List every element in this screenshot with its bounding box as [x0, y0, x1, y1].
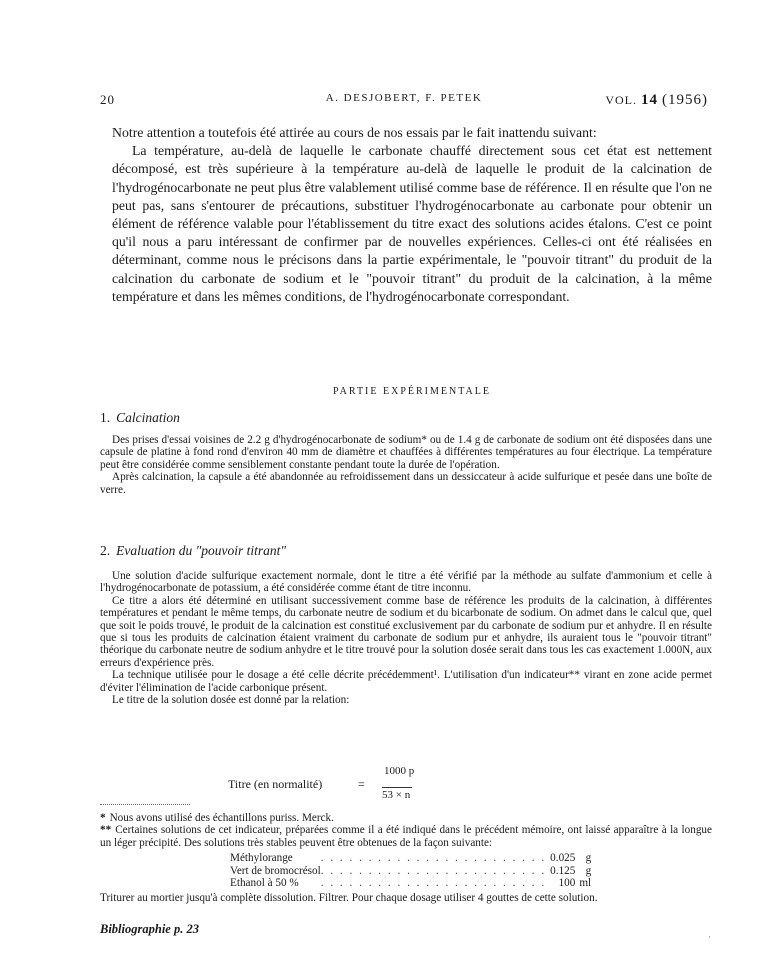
s2-paragraph-1: Une solution d'acide sulfurique exactement normale, dont le titre a été vérifié par la méthode au sulfate d'ammonium et celle à l'hydrogénocarbonate de potassium, a été considérée comme étant de titre inconnu.: [100, 570, 712, 595]
footnote-1: [100, 812, 712, 824]
intro-paragraph-1: Notre attention a toutefois été attirée au cours de nos essais par le fait inattendu suivant:: [112, 125, 597, 140]
reagent-qty: 100: [558, 877, 576, 890]
subsection-body-2: [100, 570, 712, 706]
reagent-name: Ethanol à 50 %: [230, 877, 299, 890]
s2-paragraph-2: Ce titre a alors été déterminé en utilisant successivement comme base de référence les produits de la calcination, à différentes températures et pendant le même temps, du carbonate neutre de sodium et du bicarbonate de sodium. On admet dans le calcul que, quel que soit le poids trouvé, le produit de la calcination est constitué exclusivement par du carbonate de sodium pur et anhydre. Il en résulte que si tous les produits de calcination étaient vraiment du carbonate de sodium pur et anhydre, ils auraient tous le "pouvoir titrant" théorique du carbonate neutre de sodium anhydre et le titre trouvé pour la solution dosée serait dans tous les cas exactement 1.000N, aux erreurs d'expérience près.: [100, 594, 713, 669]
volume-year: (1956): [662, 92, 708, 108]
subsection-title-1: Calcination: [116, 410, 180, 425]
reagent-qty: 0.025: [550, 852, 576, 864]
reagent-unit: ml: [579, 877, 592, 890]
formula-equals: =: [358, 777, 365, 791]
reagent-qty: 0.125: [550, 864, 576, 877]
running-header: [100, 92, 708, 112]
page-number: 20: [100, 92, 115, 107]
footnote-2-mark: **: [100, 824, 112, 837]
reagent-row: [230, 877, 591, 890]
subsection-heading-1: [100, 410, 180, 426]
subsection-number-2: 2.: [100, 543, 111, 558]
titre-formula: [228, 765, 468, 801]
closing-instructions: [100, 892, 712, 904]
subsection-heading-2: [100, 543, 286, 559]
reagent-unit: g: [585, 864, 592, 877]
reagent-unit: g: [585, 852, 592, 864]
volume-label: VOL.: [605, 93, 637, 107]
formula-lhs: Titre (en normalité): [228, 777, 323, 791]
running-authors: A. DESJOBERT, F. PETEK: [325, 92, 483, 104]
corner-mark: ·: [708, 932, 711, 942]
footnote-2: [100, 824, 712, 849]
bibliography-reference: Bibliographie p. 23: [100, 922, 199, 936]
footnotes: [100, 812, 712, 849]
intro-paragraph-2: La température, au-delà de laquelle le carbonate chauffé directement sous cet état est nettement décomposé, est très supérieure à la température au-delà de laquelle le produit de la calcination de l'hydrogénocarbonate ne peut plus être valablement utilisé comme base de référence. Il en résulte que l'on ne peut pas, sans s'entourer de précautions, substituer l'hydrogénocarbonate au carbonate pour obtenir un élément de référence valable pour l'établissement du titre exact des solutions acides étalons. C'est ce point qu'il nous a paru intéressant de confirmer par de nouvelles expériences. Celles-ci ont été réalisées en déterminant, comme nous le précisons dans la partie expérimentale, le "pouvoir titrant" du produit de la calcination du carbonate de sodium et le "pouvoir titrant" du produit de la calcination, à la même température et dans les mêmes conditions, de l'hydrogénocarbonate correspondant.: [112, 143, 712, 304]
leader-dots: . . . . . . . . . . . . . . . . . . . . . . . .: [320, 864, 547, 877]
s1-paragraph-2: Après calcination, la capsule a été abandonnée au refroidissement dans un dessiccateur à acide sulfurique et pesée dans une boîte de verre.: [100, 471, 712, 496]
s1-paragraph-1: Des prises d'essai voisines de 2.2 g d'hydrogénocarbonate de sodium* ou de 1.4 g de carbonate de sodium ont été disposées dans une capsule de platine à fond rond d'environ 40 mm de diamètre et chauffées à différentes températures au four électrique. La température peut être considérée comme sensiblement constante pendant toute la durée de l'opération.: [100, 434, 712, 471]
reagent-name: Vert de bromocrésol: [230, 864, 321, 877]
formula-numerator: 1000 p: [384, 765, 415, 777]
reagent-row: [230, 852, 591, 865]
subsection-number-1: 1.: [100, 410, 111, 425]
s2-paragraph-4: Le titre de la solution dosée est donné par la relation:: [112, 694, 350, 707]
intro-text: [112, 124, 712, 306]
formula-denominator: 53 × n: [382, 789, 411, 801]
footnote-2-text: Certaines solutions de cet indicateur, préparées comme il a été indiqué dans le précédent mémoire, ont laissé apparaître à la longue un léger précipité. Des solutions très stables peuvent être obtenues de la façon suivante:: [100, 824, 712, 849]
s2-paragraph-3: La technique utilisée pour le dosage a été celle décrite précédemment¹. L'utilisation d'un indicateur** virant en zone acide permet d'éviter l'élimination de l'acide carbonique présent.: [100, 669, 712, 694]
subsection-title-2: Evaluation du "pouvoir titrant": [116, 543, 287, 558]
leader-dots: . . . . . . . . . . . . . . . . . . . . . . . .: [320, 877, 547, 890]
footnote-separator: [100, 804, 190, 805]
footnote-1-text: Nous avons utilisé des échantillons puriss. Merck.: [109, 812, 334, 824]
volume-number: 14: [641, 92, 658, 108]
subsection-body-1: [100, 434, 712, 496]
reagent-row: [230, 865, 591, 878]
volume-info: [605, 92, 708, 109]
reagent-table: [230, 852, 591, 890]
closing-text: Triturer au mortier jusqu'à complète dissolution. Filtrer. Pour chaque dosage utiliser 4 gouttes de cette solution.: [100, 892, 598, 904]
section-title: PARTIE EXPÉRIMENTALE: [333, 386, 491, 397]
footnote-1-mark: *: [100, 812, 106, 824]
leader-dots: . . . . . . . . . . . . . . . . . . . . . . . .: [320, 852, 547, 864]
reagent-name: Méthylorange: [230, 852, 293, 864]
